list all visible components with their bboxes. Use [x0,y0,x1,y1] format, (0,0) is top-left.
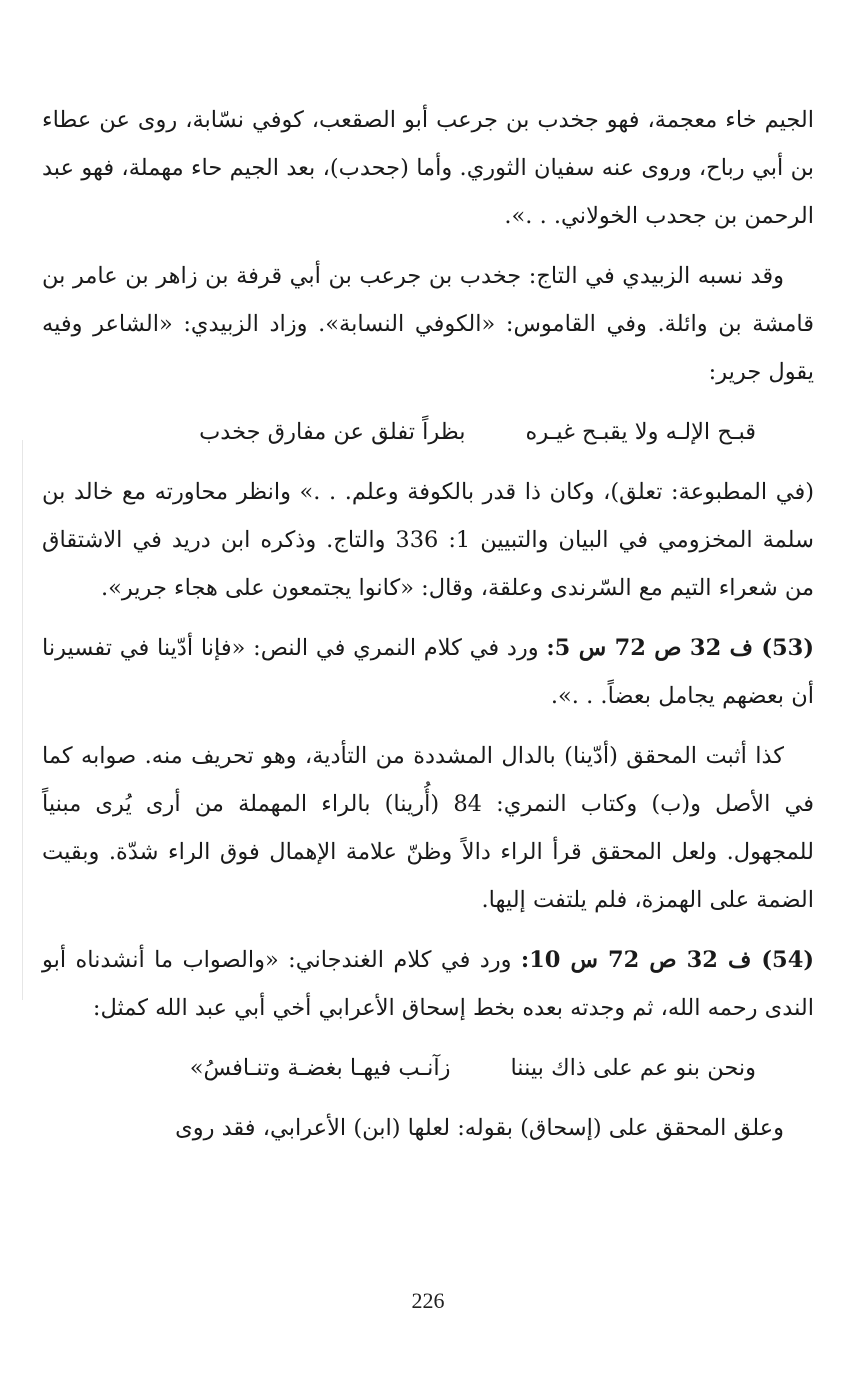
paragraph-text: ورد في كلام النمري في النص: «فإنا أدّينا في تفسيرنا أن بعضهم يجامل بعضاً. . .». [42,635,814,709]
verse-first-hemistich: ونحن بنو عم على ذاك بيننا [510,1055,756,1081]
paragraph-text: ورد في كلام الغندجاني: «والصواب ما أنشدناه أبو الندى رحمه الله، ثم وجدته بعده بخط إسحاق الأعرابي أخي أبي عبد الله كمثل: [42,947,814,1021]
paragraph-printed-note [42,468,814,612]
verse-second-hemistich: زآنـب فيهـا بغضـة وتنـافسُ» [189,1055,451,1081]
note-reference: (53) ف 32 ص 72 س 5: [546,635,814,661]
note-53 [42,624,814,720]
paragraph-text: الجيم خاء معجمة، فهو جخدب بن جرعب أبو الصقعب، كوفي نسّابة، روى عن عطاء بن أبي رباح، وروى عنه سفيان الثوري. وأما (جحدب)، بعد الجيم حاء مهملة، فهو عبد الرحمن بن جحدب الخولاني. . .». [42,107,814,229]
verse-bani-amm [42,1044,814,1092]
page-edge-shadow [22,440,23,1000]
body-text [42,96,814,1164]
verse-second-hemistich: بظراً تفلق عن مفارق جخدب [199,419,466,445]
verse-jarir [42,408,814,456]
paragraph-correction [42,732,814,924]
paragraph-text: (في المطبوعة: تعلق)، وكان ذا قدر بالكوفة وعلم. . .» وانظر محاورته مع خالد بن سلمة المخزومي في البيان والتبيين 1: 336 والتاج. وذكره ابن دريد في الاشتقاق من شعراء التيم مع السّرندى وعلقة، وقال: «كانوا يجتمعون على هجاء جرير». [42,479,814,601]
paragraph-zubaidi [42,252,814,396]
note-54 [42,936,814,1032]
paragraph-text: كذا أثبت المحقق (أدّينا) بالدال المشددة من التأدية، وهو تحريف منه. صوابه كما في الأصل و(ب) وكتاب النمري: 84 (أُرينا) بالراء المهملة من أرى يُرى مبنياً للمجهول. ولعل المحقق قرأ الراء دالاً وظنّ علامة الإهمال فوق الراء شدّة. وبقيت الضمة على الهمزة، فلم يلتفت إليها. [42,743,814,913]
paragraph-text: وعلق المحقق على (إسحاق) بقوله: لعلها (ابن) الأعرابي، فقد روى [175,1115,784,1141]
paragraph-continuation [42,96,814,240]
paragraph-last [42,1104,814,1152]
paragraph-text: وقد نسبه الزبيدي في التاج: جخدب بن جرعب بن أبي قرفة بن زاهر بن عامر بن قامشة بن وائلة. وفي القاموس: «الكوفي النسابة». وزاد الزبيدي: «الشاعر وفيه يقول جرير: [42,263,814,385]
note-reference: (54) ف 32 ص 72 س 10: [520,947,815,973]
page-number: 226 [411,1288,445,1313]
verse-first-hemistich: قبـح الإلـه ولا يقبـح غيـره [525,419,756,445]
